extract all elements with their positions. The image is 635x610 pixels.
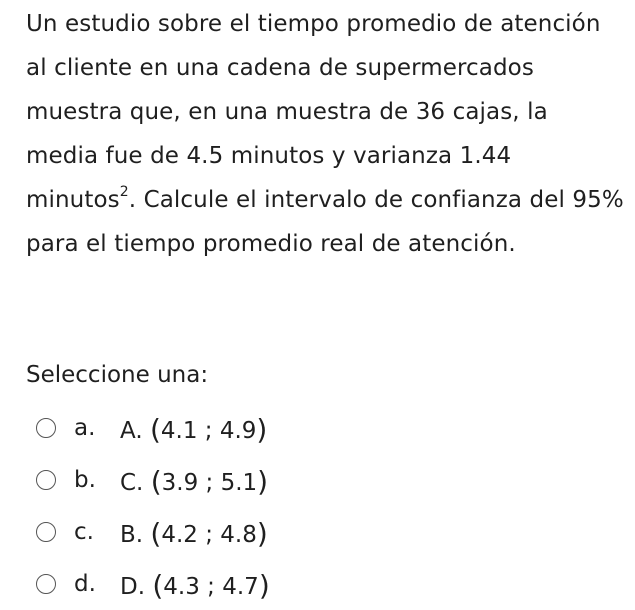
select-prompt: Seleccione una:	[26, 362, 209, 388]
option-label: C. (3.9 ; 5.1)	[120, 464, 269, 498]
question-text	[26, 2, 626, 266]
option-letter: b.	[74, 467, 96, 493]
option-a[interactable]	[36, 402, 596, 454]
radio-option-d[interactable]	[36, 574, 56, 594]
question-main: Un estudio sobre el tiempo promedio de atención al cliente en una cadena de supermercados muestra que, en una muestra de 36 cajas, la media fue de 4.5 minutos y varianza 1.44 minutos	[26, 11, 601, 213]
option-label: B. (4.2 ; 4.8)	[120, 516, 268, 550]
option-label: A. (4.1 ; 4.9)	[120, 412, 268, 446]
option-d[interactable]	[36, 558, 596, 610]
option-b[interactable]	[36, 454, 596, 506]
radio-option-c[interactable]	[36, 522, 56, 542]
question-end: . Calcule el intervalo de confianza del 95% para el tiempo promedio real de atención.	[26, 187, 624, 257]
radio-option-a[interactable]	[36, 418, 56, 438]
option-letter: c.	[74, 519, 94, 545]
option-label: D. (4.3 ; 4.7)	[120, 568, 270, 602]
answer-options	[36, 402, 596, 610]
question-superscript: 2	[119, 184, 129, 200]
option-letter: a.	[74, 415, 96, 441]
option-letter: d.	[74, 571, 96, 597]
radio-option-b[interactable]	[36, 470, 56, 490]
option-c[interactable]	[36, 506, 596, 558]
